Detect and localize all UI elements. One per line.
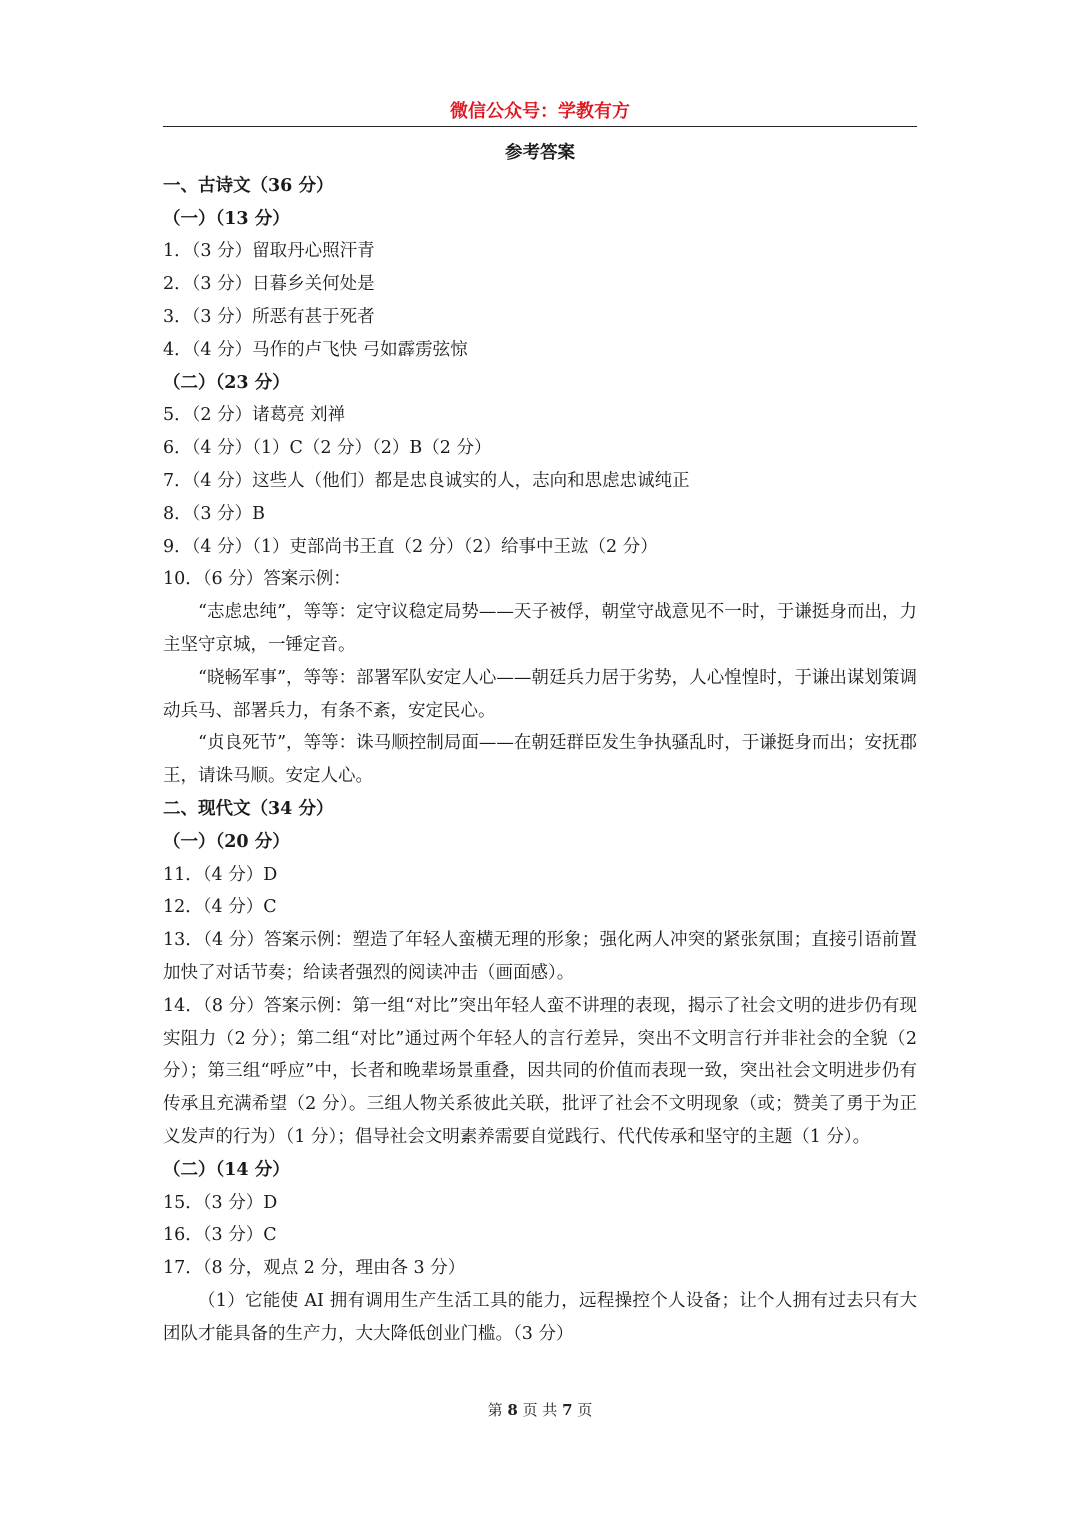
document-title: 参考答案 bbox=[505, 143, 575, 163]
watermark-header: 微信公众号：学教有方 bbox=[450, 101, 630, 122]
indented-paragraph: “晓畅军事”，等等：部署军队安定人心——朝廷兵力居于劣势，人心惶惶时，于谦出谋划策调动兵马、部署兵力，有条不紊，安定民心。 bbox=[163, 667, 917, 721]
header-rule bbox=[163, 126, 917, 127]
answer-content bbox=[163, 137, 917, 1350]
answer-line: 17．（8 分，观点 2 分，理由各 3 分） bbox=[163, 1258, 466, 1279]
answer-line: 9．（4 分）（1）吏部尚书王直（2 分）（2）给事中王竑（2 分） bbox=[163, 536, 658, 557]
indented-paragraph: （1）它能使 AI 拥有调用生产生活工具的能力，远程操控个人设备；让个人拥有过去只有大团队才能具备的生产力，大大降低创业门槛。（3 分） bbox=[163, 1290, 917, 1344]
answer-paragraph: 13．（4 分）答案示例：塑造了年轻人蛮横无理的形象；强化两人冲突的紧张氛围；直接引语前置加快了对话节奏；给读者强烈的阅读冲击（画面感）。 bbox=[163, 930, 917, 983]
subsection-heading: （一）（20 分） bbox=[163, 831, 290, 852]
footer-middle: 页 共 bbox=[522, 1401, 558, 1419]
page-footer bbox=[0, 1399, 1080, 1421]
answer-line: 7．（4 分）这些人（他们）都是忠良诚实的人，志向和思虑忠诚纯正 bbox=[163, 470, 690, 491]
footer-prefix: 第 bbox=[487, 1401, 503, 1419]
footer-total-pages: 7 bbox=[562, 1401, 573, 1419]
answer-line: 11．（4 分）D bbox=[163, 864, 278, 885]
answer-line: 4．（4 分）马作的卢飞快 弓如霹雳弦惊 bbox=[163, 339, 468, 360]
subsection-heading: （二）（23 分） bbox=[163, 372, 290, 393]
answer-line: 16．（3 分）C bbox=[163, 1225, 277, 1246]
indented-paragraph: “志虑忠纯”，等等：定守议稳定局势——天子被俘，朝堂守战意见不一时，于谦挺身而出，力主坚守京城，一锤定音。 bbox=[163, 602, 917, 655]
answer-line: 10．（6 分）答案示例： bbox=[163, 569, 351, 590]
footer-page-number: 8 bbox=[507, 1401, 518, 1419]
footer-suffix: 页 bbox=[577, 1401, 593, 1419]
section-heading: 二、现代文（34 分） bbox=[163, 798, 334, 819]
answer-line: 1．（3 分）留取丹心照汗青 bbox=[163, 241, 375, 262]
section-heading: 一、古诗文（36 分） bbox=[163, 175, 334, 196]
subsection-heading: （一）（13 分） bbox=[163, 208, 290, 229]
answer-line: 2．（3 分）日暮乡关何处是 bbox=[163, 274, 375, 295]
answer-line: 15．（3 分）D bbox=[163, 1192, 278, 1213]
answer-paragraph: 14．（8 分）答案示例：第一组“对比”突出年轻人蛮不讲理的表现，揭示了社会文明的进步仍有现实阻力（2 分）；第二组“对比”通过两个年轻人的言行差异，突出不文明言行并非社会的全貌（2 分）；第三组“呼应”中，长者和晚辈场景重叠，因共同的价值而表现一致，突出社会文明进步仍有传承且充满希望（2 分）。三组人物关系彼此关联，批评了社会不文明现象（或；赞美了勇于为正义发声的行为）（1 分）；倡导社会文明素养需要自觉践行、代代传承和坚守的主题（1 分）。 bbox=[163, 995, 917, 1147]
subsection-heading: （二）（14 分） bbox=[163, 1159, 290, 1180]
answer-line: 5．（2 分）诸葛亮 刘禅 bbox=[163, 405, 346, 426]
answer-line: 12．（4 分）C bbox=[163, 897, 277, 918]
answer-line: 6．（4 分）（1）C（2 分）（2）B（2 分） bbox=[163, 438, 492, 459]
answer-line: 3．（3 分）所恶有甚于死者 bbox=[163, 306, 375, 327]
indented-paragraph: “贞良死节”，等等：诛马顺控制局面——在朝廷群臣发生争执骚乱时，于谦挺身而出；安抚郡王，请诛马顺。安定人心。 bbox=[163, 733, 917, 787]
answer-line: 8．（3 分）B bbox=[163, 503, 265, 524]
